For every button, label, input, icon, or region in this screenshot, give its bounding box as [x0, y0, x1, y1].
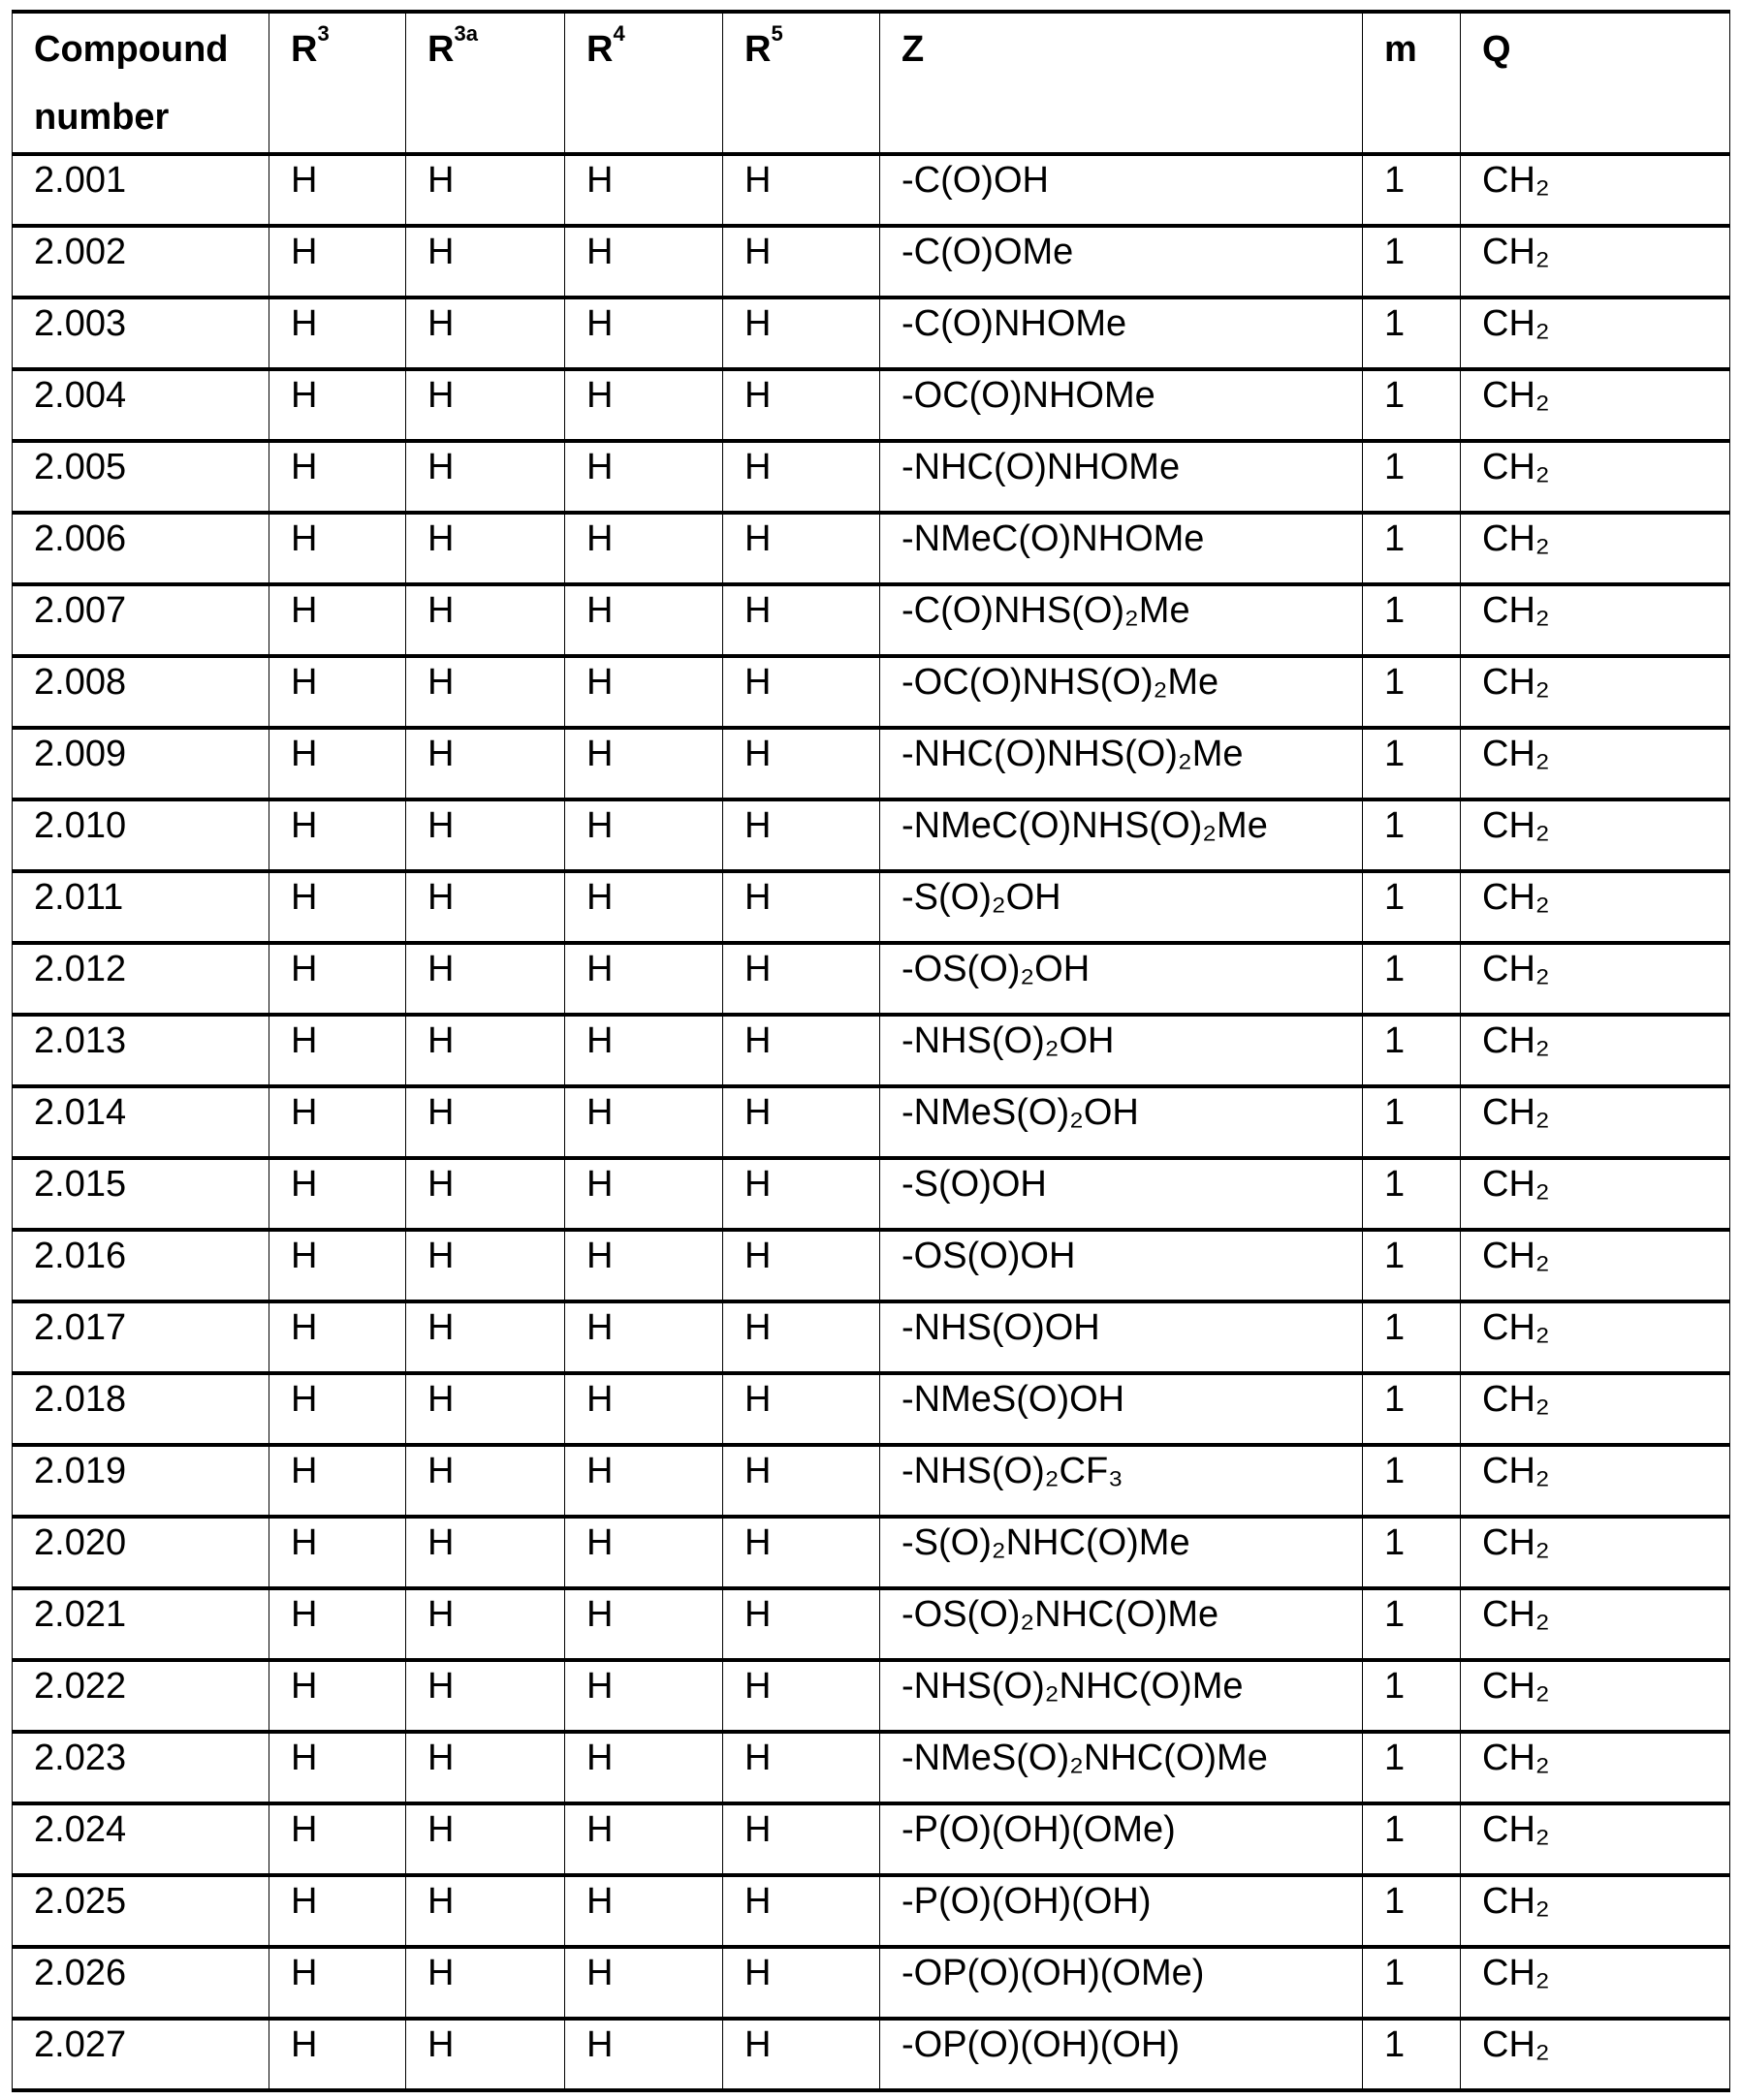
table-row — [13, 728, 1730, 799]
cell-z: -NMeS(O)₂NHC(O)Me — [880, 1732, 1363, 1803]
table-row — [13, 369, 1730, 441]
cell-r4: H — [565, 1660, 723, 1732]
cell-z: -NHS(O)OH — [880, 1301, 1363, 1373]
cell-z: -OS(O)₂NHC(O)Me — [880, 1588, 1363, 1660]
cell-compound-number: 2.009 — [13, 728, 269, 799]
cell-q: CH₂ — [1461, 584, 1730, 656]
cell-compound-number: 2.011 — [13, 871, 269, 943]
cell-compound-number: 2.005 — [13, 441, 269, 513]
cell-r5: H — [723, 1947, 880, 2019]
cell-q: CH₂ — [1461, 1803, 1730, 1875]
cell-z: -OC(O)NHOMe — [880, 369, 1363, 441]
header-superscript: 4 — [613, 21, 624, 46]
cell-m: 1 — [1363, 1588, 1461, 1660]
cell-z: -C(O)NHOMe — [880, 298, 1363, 369]
cell-q: CH₂ — [1461, 943, 1730, 1015]
cell-r3: H — [269, 1445, 406, 1517]
cell-r5: H — [723, 2019, 880, 2090]
cell-q: CH₂ — [1461, 369, 1730, 441]
cell-q: CH₂ — [1461, 656, 1730, 728]
cell-r3a: H — [406, 298, 565, 369]
header-label: Q — [1482, 29, 1511, 70]
cell-r3: H — [269, 1158, 406, 1230]
cell-compound-number: 2.002 — [13, 226, 269, 298]
cell-compound-number: 2.025 — [13, 1875, 269, 1947]
cell-compound-number: 2.021 — [13, 1588, 269, 1660]
table-row — [13, 871, 1730, 943]
table-row — [13, 1015, 1730, 1086]
table-row — [13, 154, 1730, 226]
cell-compound-number: 2.015 — [13, 1158, 269, 1230]
cell-r3a: H — [406, 513, 565, 584]
table-row — [13, 1732, 1730, 1803]
cell-m: 1 — [1363, 799, 1461, 871]
cell-m: 1 — [1363, 298, 1461, 369]
cell-r5: H — [723, 513, 880, 584]
cell-r3: H — [269, 1015, 406, 1086]
cell-r4: H — [565, 1301, 723, 1373]
cell-compound-number: 2.013 — [13, 1015, 269, 1086]
cell-r3: H — [269, 799, 406, 871]
table-row — [13, 441, 1730, 513]
cell-q: CH₂ — [1461, 1373, 1730, 1445]
cell-r5: H — [723, 943, 880, 1015]
table-row — [13, 1803, 1730, 1875]
cell-r3a: H — [406, 1660, 565, 1732]
table-row — [13, 1086, 1730, 1158]
cell-q: CH₂ — [1461, 2019, 1730, 2090]
cell-m: 1 — [1363, 226, 1461, 298]
cell-r3: H — [269, 584, 406, 656]
table-row — [13, 1588, 1730, 1660]
cell-r3a: H — [406, 1875, 565, 1947]
table-row — [13, 1373, 1730, 1445]
cell-compound-number: 2.020 — [13, 1517, 269, 1588]
cell-q: CH₂ — [1461, 871, 1730, 943]
cell-r3: H — [269, 1875, 406, 1947]
header-r3 — [269, 12, 406, 154]
cell-r3a: H — [406, 1947, 565, 2019]
cell-compound-number: 2.022 — [13, 1660, 269, 1732]
cell-q: CH₂ — [1461, 513, 1730, 584]
cell-r5: H — [723, 1301, 880, 1373]
cell-compound-number: 2.003 — [13, 298, 269, 369]
cell-compound-number: 2.012 — [13, 943, 269, 1015]
cell-m: 1 — [1363, 656, 1461, 728]
cell-m: 1 — [1363, 1660, 1461, 1732]
cell-q: CH₂ — [1461, 226, 1730, 298]
header-label: R — [427, 29, 454, 70]
cell-r5: H — [723, 584, 880, 656]
cell-r3: H — [269, 154, 406, 226]
cell-r3a: H — [406, 1158, 565, 1230]
cell-m: 1 — [1363, 1732, 1461, 1803]
cell-m: 1 — [1363, 1803, 1461, 1875]
cell-z: -NHC(O)NHOMe — [880, 441, 1363, 513]
table-row — [13, 1875, 1730, 1947]
cell-r3a: H — [406, 1445, 565, 1517]
cell-r3: H — [269, 298, 406, 369]
cell-r4: H — [565, 728, 723, 799]
cell-r3: H — [269, 1803, 406, 1875]
header-label: R — [291, 29, 317, 70]
cell-r3: H — [269, 1517, 406, 1588]
cell-r3a: H — [406, 871, 565, 943]
cell-r4: H — [565, 1588, 723, 1660]
cell-z: -OP(O)(OH)(OH) — [880, 2019, 1363, 2090]
header-label: Z — [902, 29, 924, 70]
cell-r3a: H — [406, 1373, 565, 1445]
table-row — [13, 584, 1730, 656]
cell-r5: H — [723, 799, 880, 871]
cell-z: -NMeC(O)NHS(O)₂Me — [880, 799, 1363, 871]
table-row — [13, 513, 1730, 584]
cell-r5: H — [723, 1158, 880, 1230]
cell-compound-number: 2.014 — [13, 1086, 269, 1158]
cell-r3: H — [269, 656, 406, 728]
cell-r3: H — [269, 1947, 406, 2019]
cell-r5: H — [723, 298, 880, 369]
cell-q: CH₂ — [1461, 154, 1730, 226]
table-row — [13, 799, 1730, 871]
cell-compound-number: 2.019 — [13, 1445, 269, 1517]
cell-compound-number: 2.001 — [13, 154, 269, 226]
cell-r5: H — [723, 1445, 880, 1517]
cell-r3a: H — [406, 1588, 565, 1660]
cell-r4: H — [565, 513, 723, 584]
cell-r3: H — [269, 513, 406, 584]
header-superscript: 3 — [317, 21, 329, 46]
cell-r3: H — [269, 226, 406, 298]
cell-r3: H — [269, 1301, 406, 1373]
cell-m: 1 — [1363, 1158, 1461, 1230]
cell-r3a: H — [406, 1732, 565, 1803]
cell-compound-number: 2.016 — [13, 1230, 269, 1301]
cell-q: CH₂ — [1461, 1015, 1730, 1086]
table-row — [13, 943, 1730, 1015]
cell-r3: H — [269, 1588, 406, 1660]
cell-z: -OP(O)(OH)(OMe) — [880, 1947, 1363, 2019]
cell-r3a: H — [406, 1517, 565, 1588]
cell-m: 1 — [1363, 1015, 1461, 1086]
header-m — [1363, 12, 1461, 154]
cell-q: CH₂ — [1461, 298, 1730, 369]
cell-compound-number: 2.026 — [13, 1947, 269, 2019]
cell-compound-number: 2.018 — [13, 1373, 269, 1445]
header-label: Compound number — [34, 29, 229, 138]
cell-compound-number: 2.023 — [13, 1732, 269, 1803]
cell-r5: H — [723, 871, 880, 943]
cell-q: CH₂ — [1461, 1301, 1730, 1373]
cell-m: 1 — [1363, 1517, 1461, 1588]
header-r4 — [565, 12, 723, 154]
cell-m: 1 — [1363, 943, 1461, 1015]
cell-z: -C(O)OMe — [880, 226, 1363, 298]
cell-r3a: H — [406, 2019, 565, 2090]
cell-z: -C(O)NHS(O)₂Me — [880, 584, 1363, 656]
table-row — [13, 656, 1730, 728]
table-row — [13, 1230, 1730, 1301]
header-compound-number — [13, 12, 269, 154]
cell-q: CH₂ — [1461, 1875, 1730, 1947]
table-row — [13, 1947, 1730, 2019]
cell-r4: H — [565, 943, 723, 1015]
cell-r4: H — [565, 1875, 723, 1947]
cell-q: CH₂ — [1461, 1086, 1730, 1158]
cell-r4: H — [565, 1445, 723, 1517]
cell-r3a: H — [406, 656, 565, 728]
compound-table — [12, 10, 1730, 2092]
table-row — [13, 226, 1730, 298]
cell-r5: H — [723, 226, 880, 298]
cell-r4: H — [565, 1373, 723, 1445]
cell-r5: H — [723, 1230, 880, 1301]
cell-r4: H — [565, 2019, 723, 2090]
cell-m: 1 — [1363, 1947, 1461, 2019]
cell-q: CH₂ — [1461, 1230, 1730, 1301]
header-z — [880, 12, 1363, 154]
cell-r5: H — [723, 656, 880, 728]
cell-r4: H — [565, 1086, 723, 1158]
cell-r3a: H — [406, 799, 565, 871]
cell-z: -NHC(O)NHS(O)₂Me — [880, 728, 1363, 799]
cell-r4: H — [565, 1158, 723, 1230]
cell-r5: H — [723, 728, 880, 799]
cell-r5: H — [723, 441, 880, 513]
cell-r5: H — [723, 1660, 880, 1732]
cell-q: CH₂ — [1461, 799, 1730, 871]
cell-compound-number: 2.010 — [13, 799, 269, 871]
cell-r3a: H — [406, 1230, 565, 1301]
table-row — [13, 1517, 1730, 1588]
cell-z: -P(O)(OH)(OMe) — [880, 1803, 1363, 1875]
table-row — [13, 1445, 1730, 1517]
cell-compound-number: 2.007 — [13, 584, 269, 656]
cell-r5: H — [723, 1875, 880, 1947]
cell-m: 1 — [1363, 1445, 1461, 1517]
cell-z: -OC(O)NHS(O)₂Me — [880, 656, 1363, 728]
table-row — [13, 1301, 1730, 1373]
cell-q: CH₂ — [1461, 1660, 1730, 1732]
header-superscript: 3a — [454, 21, 477, 46]
cell-r3a: H — [406, 1301, 565, 1373]
cell-r3a: H — [406, 1803, 565, 1875]
cell-r4: H — [565, 369, 723, 441]
cell-r3: H — [269, 1373, 406, 1445]
header-r5 — [723, 12, 880, 154]
cell-m: 1 — [1363, 728, 1461, 799]
cell-compound-number: 2.006 — [13, 513, 269, 584]
cell-r4: H — [565, 1803, 723, 1875]
header-label: R — [586, 29, 613, 70]
cell-q: CH₂ — [1461, 1947, 1730, 2019]
cell-r3a: H — [406, 441, 565, 513]
cell-compound-number: 2.008 — [13, 656, 269, 728]
cell-z: -NHS(O)₂NHC(O)Me — [880, 1660, 1363, 1732]
cell-z: -NMeC(O)NHOMe — [880, 513, 1363, 584]
header-label: R — [744, 29, 771, 70]
cell-r5: H — [723, 1803, 880, 1875]
cell-r5: H — [723, 1732, 880, 1803]
cell-z: -NMeS(O)₂OH — [880, 1086, 1363, 1158]
cell-r5: H — [723, 154, 880, 226]
header-q — [1461, 12, 1730, 154]
cell-q: CH₂ — [1461, 1588, 1730, 1660]
cell-r4: H — [565, 298, 723, 369]
cell-z: -S(O)₂NHC(O)Me — [880, 1517, 1363, 1588]
header-label: m — [1384, 29, 1417, 70]
cell-r5: H — [723, 1588, 880, 1660]
cell-z: -NHS(O)₂CF₃ — [880, 1445, 1363, 1517]
table-row — [13, 298, 1730, 369]
cell-r4: H — [565, 441, 723, 513]
cell-q: CH₂ — [1461, 1517, 1730, 1588]
cell-r5: H — [723, 369, 880, 441]
cell-r5: H — [723, 1086, 880, 1158]
cell-z: -S(O)₂OH — [880, 871, 1363, 943]
cell-r3: H — [269, 441, 406, 513]
cell-r5: H — [723, 1373, 880, 1445]
cell-m: 1 — [1363, 1875, 1461, 1947]
cell-z: -NHS(O)₂OH — [880, 1015, 1363, 1086]
cell-q: CH₂ — [1461, 1158, 1730, 1230]
cell-r4: H — [565, 1732, 723, 1803]
cell-r3a: H — [406, 369, 565, 441]
cell-r3a: H — [406, 1015, 565, 1086]
cell-r3a: H — [406, 584, 565, 656]
cell-z: -OS(O)OH — [880, 1230, 1363, 1301]
cell-q: CH₂ — [1461, 1732, 1730, 1803]
cell-r3: H — [269, 1732, 406, 1803]
cell-r4: H — [565, 799, 723, 871]
cell-r5: H — [723, 1517, 880, 1588]
cell-r4: H — [565, 154, 723, 226]
header-row — [13, 12, 1730, 154]
cell-r3: H — [269, 369, 406, 441]
cell-r4: H — [565, 871, 723, 943]
cell-m: 1 — [1363, 2019, 1461, 2090]
cell-m: 1 — [1363, 871, 1461, 943]
cell-r4: H — [565, 1230, 723, 1301]
cell-r4: H — [565, 1517, 723, 1588]
cell-r3: H — [269, 1086, 406, 1158]
cell-compound-number: 2.027 — [13, 2019, 269, 2090]
cell-r3: H — [269, 2019, 406, 2090]
cell-r4: H — [565, 1015, 723, 1086]
cell-m: 1 — [1363, 1230, 1461, 1301]
cell-m: 1 — [1363, 1086, 1461, 1158]
cell-m: 1 — [1363, 1301, 1461, 1373]
cell-q: CH₂ — [1461, 441, 1730, 513]
cell-m: 1 — [1363, 369, 1461, 441]
cell-r3a: H — [406, 728, 565, 799]
cell-r3a: H — [406, 226, 565, 298]
cell-compound-number: 2.017 — [13, 1301, 269, 1373]
cell-z: -OS(O)₂OH — [880, 943, 1363, 1015]
cell-m: 1 — [1363, 584, 1461, 656]
cell-q: CH₂ — [1461, 1445, 1730, 1517]
cell-r4: H — [565, 656, 723, 728]
cell-r3a: H — [406, 1086, 565, 1158]
cell-z: -S(O)OH — [880, 1158, 1363, 1230]
cell-q: CH₂ — [1461, 728, 1730, 799]
cell-r3: H — [269, 1230, 406, 1301]
table-row — [13, 1660, 1730, 1732]
header-superscript: 5 — [771, 21, 782, 46]
table-row — [13, 2019, 1730, 2090]
cell-compound-number: 2.004 — [13, 369, 269, 441]
cell-m: 1 — [1363, 441, 1461, 513]
cell-compound-number: 2.024 — [13, 1803, 269, 1875]
cell-z: -C(O)OH — [880, 154, 1363, 226]
cell-z: -P(O)(OH)(OH) — [880, 1875, 1363, 1947]
cell-r3: H — [269, 728, 406, 799]
header-r3a — [406, 12, 565, 154]
cell-r4: H — [565, 584, 723, 656]
cell-r3a: H — [406, 154, 565, 226]
cell-r3: H — [269, 1660, 406, 1732]
cell-r5: H — [723, 1015, 880, 1086]
cell-r4: H — [565, 226, 723, 298]
cell-r3: H — [269, 943, 406, 1015]
cell-m: 1 — [1363, 513, 1461, 584]
cell-m: 1 — [1363, 1373, 1461, 1445]
cell-m: 1 — [1363, 154, 1461, 226]
cell-r4: H — [565, 1947, 723, 2019]
cell-r3: H — [269, 871, 406, 943]
table-row — [13, 1158, 1730, 1230]
cell-z: -NMeS(O)OH — [880, 1373, 1363, 1445]
cell-r3a: H — [406, 943, 565, 1015]
